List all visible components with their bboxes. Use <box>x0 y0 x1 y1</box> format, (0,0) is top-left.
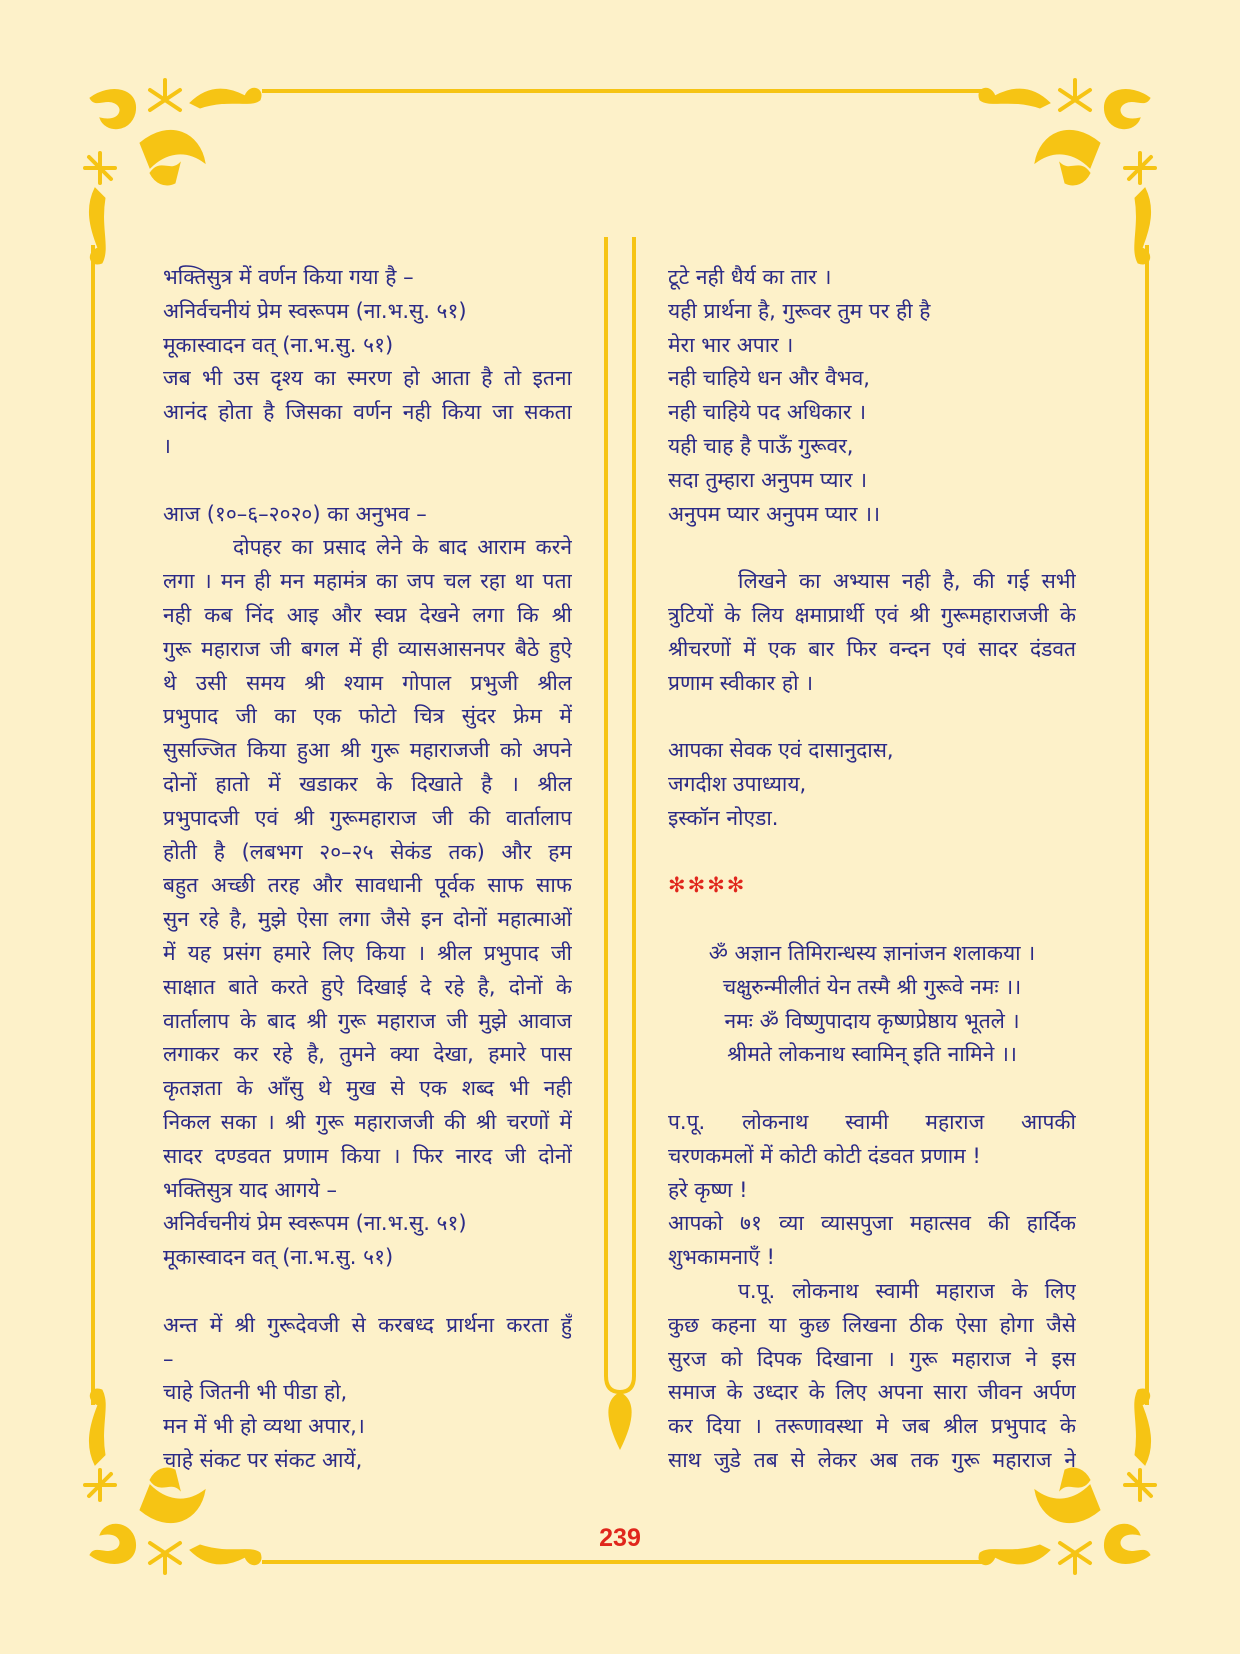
text-line: अनुपम प्यार अनुपम प्यार ।। <box>668 501 881 526</box>
text-line: मेरा भार अपार । <box>668 332 794 357</box>
text-line: में यह प्रसंग हमारे लिए किया । श्रील प्रभुपाद जी <box>163 940 572 965</box>
text-line: समाज के उध्दार के लिए अपना सारा जीवन अर्पण <box>668 1380 1076 1405</box>
text-line: चाहे संकट पर संकट आयें, <box>163 1447 363 1472</box>
text-line: नही चाहिये पद अधिकार । <box>668 400 867 425</box>
left-text-column <box>163 261 572 1478</box>
text-line: निकल सका । श्री गुरू महाराजजी की श्री चरणों में <box>163 1109 572 1134</box>
text-line: होती है (लबभग २०–२५ सेकंड तक) और हम <box>163 839 572 864</box>
blank-line <box>668 1072 1076 1106</box>
text-line: टूटे नही धैर्य का तार । <box>668 265 832 289</box>
text-line: प.पू. लोकनाथ स्वामी महाराज आपकी <box>668 1109 1076 1134</box>
text-line: नही चाहिये धन और वैभव, <box>668 366 870 391</box>
text-line: सुन रहे है, मुझे ऐसा लगा जैसे इन दोनों महात्माओं <box>163 907 572 932</box>
text-line: भक्तिसुत्र में वर्णन किया गया है – <box>163 265 414 289</box>
text-line: कुछ कहना या कुछ लिखना ठीक ऐसा होगा जैसे <box>668 1312 1076 1337</box>
text-line: प्रभुपाद जी का एक फोटो चित्र सुंदर फ्रेम में <box>163 704 572 729</box>
text-line: वार्तालाप के बाद श्री गुरू महाराज जी मुझे आवाज <box>163 1008 572 1033</box>
text-line: दोपहर का प्रसाद लेने के बाद आराम करने <box>233 535 572 560</box>
text-line: लिखने का अभ्यास नही है, की गई सभी <box>738 569 1076 594</box>
text-line: लगा । मन ही मन महामंत्र का जप चल रहा था पता <box>163 569 572 594</box>
text-line: नमः ॐ विष्णुपादाय कृष्णप्रेष्ठाय भूतले । <box>724 1008 1020 1033</box>
right-text-column <box>668 261 1076 1478</box>
text-line: यही प्रार्थना है, गुरूवर तुम पर ही है <box>668 298 931 323</box>
text-line: बहुत अच्छी तरह और सावधानी पूर्वक साफ साफ <box>163 873 572 898</box>
blank-line <box>668 903 1076 937</box>
blank-line <box>668 700 1076 734</box>
text-line: नही कब निंद आइ और स्वप्न देखने लगा कि श्री <box>163 602 572 627</box>
text-line: साथ जुडे तब से लेकर अब तक गुरू महाराज ने <box>668 1447 1076 1472</box>
text-line: मन में भी हो व्यथा अपार,। <box>163 1414 365 1439</box>
text-line: लगाकर कर रहे है, तुमने क्या देखा, हमारे पास <box>163 1042 572 1067</box>
blank-line <box>163 1275 572 1309</box>
text-line: ॐ अज्ञान तिमिरान्धस्य ज्ञानांजन शलाकया । <box>708 940 1036 965</box>
text-line: इस्कॉन नोएडा. <box>668 805 779 830</box>
text-line: श्रीचरणों में एक बार फिर वन्दन एवं सादर दंडवत <box>668 636 1076 661</box>
text-line: अनिर्वचनीयं प्रेम स्वरूपम (ना.भ.सु. ५१) <box>163 1211 467 1236</box>
text-line: कर दिया । तरूणावस्था मे जब श्रील प्रभुपाद के <box>668 1414 1076 1439</box>
text-line: सदा तुम्हारा अनुपम प्यार । <box>668 467 868 492</box>
blank-line <box>163 464 572 498</box>
text-line: दोनों हातो में खडाकर के दिखाते है । श्रील <box>163 771 572 796</box>
text-line: जब भी उस दृश्य का स्मरण हो आता है तो इतना <box>163 366 572 391</box>
text-line: । <box>163 433 171 458</box>
text-line: आज (१०–६–२०२०) का अनुभव – <box>163 501 427 526</box>
text-line: हरे कृष्ण ! <box>668 1177 748 1202</box>
text-line: आपको ७१ व्या व्यासपुजा महात्सव की हार्दिक <box>668 1211 1076 1236</box>
text-line: – <box>163 1346 174 1371</box>
page-number: 239 <box>599 1524 641 1552</box>
text-line: चक्षुरुन्मीलीतं येन तस्मै श्री गुरूवे नमः ।। <box>722 974 1022 999</box>
text-line: सुसज्जित किया हुआ श्री गुरू महाराजजी को अपने <box>163 738 572 763</box>
text-line: त्रुटियों के लिय क्षमाप्रार्थी एवं श्री गुरूमहाराजजी के <box>668 602 1076 627</box>
blank-line <box>668 836 1076 870</box>
text-line: प्रभुपादजी एवं श्री गुरूमहाराज जी की वार्तालाप <box>163 805 572 830</box>
text-line: प्रणाम स्वीकार हो । <box>668 670 814 695</box>
text-line: प.पू. लोकनाथ स्वामी महाराज के लिए <box>738 1278 1076 1303</box>
text-line: कृतज्ञता के आँसु थे मुख से एक शब्द भी नही <box>163 1076 572 1101</box>
text-line: शुभकामनाएँ ! <box>668 1245 775 1270</box>
text-line: गुरू महाराज जी बगल में ही व्यासआसनपर बैठे हुऐ <box>163 636 572 661</box>
text-line: थे उसी समय श्री श्याम गोपाल प्रभुजी श्रील <box>163 670 572 695</box>
text-line: अन्त में श्री गुरूदेवजी से करबध्द प्रार्थना करता हुँ <box>163 1312 572 1337</box>
text-line: आनंद होता है जिसका वर्णन नही किया जा सकता <box>163 400 572 425</box>
section-divider-stars: ✻✻✻✻ <box>668 873 747 898</box>
text-line: मूकास्वादन वत् (ना.भ.सु. ५१) <box>163 1245 394 1270</box>
text-line: चरणकमलों में कोटी कोटी दंडवत प्रणाम ! <box>668 1143 981 1168</box>
text-line: जगदीश उपाध्याय, <box>668 771 807 796</box>
text-line: अनिर्वचनीयं प्रेम स्वरूपम (ना.भ.सु. ५१) <box>163 298 467 323</box>
blank-line <box>668 531 1076 565</box>
text-line: सादर दण्डवत प्रणाम किया । फिर नारद जी दोनों <box>163 1143 572 1168</box>
text-line: यही चाह है पाऊँ गुरूवर, <box>668 433 854 458</box>
text-line: आपका सेवक एवं दासानुदास, <box>668 738 894 763</box>
text-line: भक्तिसुत्र याद आगये – <box>163 1177 337 1202</box>
text-line: चाहे जितनी भी पीडा हो, <box>163 1380 348 1405</box>
text-line: सुरज को दिपक दिखाना । गुरू महाराज ने इस <box>668 1346 1076 1371</box>
text-line: मूकास्वादन वत् (ना.भ.सु. ५१) <box>163 332 394 357</box>
text-line: साक्षात बाते करते हुऐ दिखाई दे रहे है, दोनों के <box>163 974 572 999</box>
text-line: श्रीमते लोकनाथ स्वामिन् इति नामिने ।। <box>727 1042 1017 1067</box>
